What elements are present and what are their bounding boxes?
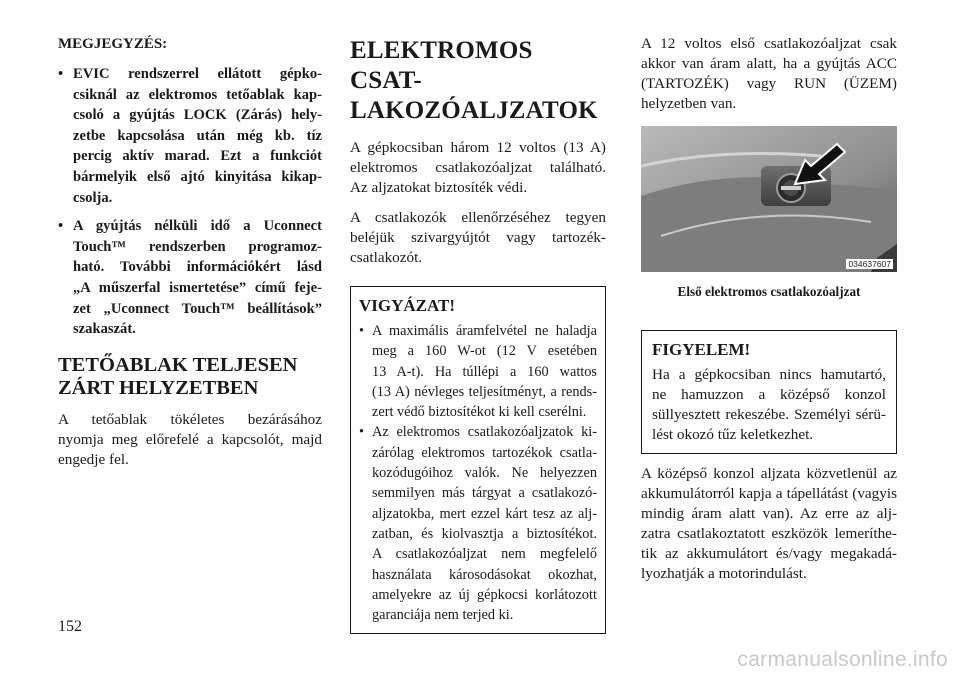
section-heading-outlets [350, 36, 606, 126]
notice-title: FIGYELEM! [652, 340, 751, 359]
paragraph-line: A csatlakozók ellenőrzéséhez tegyen [350, 209, 606, 226]
warning-line: Az elektromos csatlakozóaljzatok ki- [372, 424, 597, 441]
bullet-dot: • [359, 424, 365, 441]
heading-line: TETŐABLAK TELJESEN [58, 353, 298, 376]
note-line: „A műszerfal ismertetése” című feje- [73, 279, 322, 296]
paragraph-line: beléjük szivargyújtót vagy tartozék- [350, 229, 606, 246]
middle-column [350, 34, 606, 634]
section-heading-sunroof [58, 354, 322, 400]
warning-line: garanciája nem terjed ki. [372, 607, 514, 624]
console-outlet-paragraph [641, 464, 897, 584]
paragraph-line: A 12 voltos első csatlakozóaljzat csak [641, 35, 897, 52]
warning-line: használata károsodásokat okozhat, [372, 566, 597, 583]
note-line: Touch™ rendszerben programoz- [73, 238, 322, 255]
paragraph-line: Az aljzatokat biztosíték védi. [350, 179, 528, 196]
note-line: percig aktív marad. Ezt a funkciót [73, 148, 322, 165]
paragraph-line: engedje fel. [58, 450, 129, 468]
sunroof-paragraph [58, 410, 322, 470]
note-line: csoló a gyújtás LOCK (Zárás) hely- [73, 107, 322, 124]
note-line: zet „Uconnect Touch™ beállítások” [73, 300, 322, 317]
warning-line: kozódugóihoz valók. Ne helyezzen [372, 465, 597, 482]
bullet-dot: • [359, 323, 365, 339]
heading-line: LAKOZÓALJZATOK [350, 97, 598, 124]
note-line: szakaszát. [73, 321, 136, 338]
warning-line: 13 A-t). Ha túllépi a 160 wattos [372, 363, 597, 380]
notice-line: süllyesztett rekeszébe. Személyi sérü- [652, 406, 886, 423]
warning-bullet-1 [359, 321, 597, 422]
page-number: 152 [58, 618, 82, 635]
outlets-paragraph-2 [350, 208, 606, 268]
warning-line: semmilyen más tárgyat a csatlakozó- [372, 485, 597, 502]
warning-line: aljzatokba, mert ezzel kárt tesz az alj- [372, 505, 597, 522]
image-code: 034637607 [848, 259, 891, 269]
note-line: bármelyik első ajtó kinyitása kikap- [73, 168, 322, 185]
notice-text [652, 365, 886, 445]
heading-line: ZÁRT HELYZETBEN [58, 376, 259, 399]
note-bullet-2 [58, 216, 322, 340]
right-column [641, 34, 897, 584]
paragraph-line: A középső konzol aljzata közvetlenül az [641, 465, 897, 482]
note-line: ható. További információkért lásd [73, 259, 322, 276]
paragraph-line: mindig áram alatt van). Az erre az alj- [641, 505, 897, 522]
warning-title: VIGYÁZAT! [359, 296, 456, 315]
note-line: csolja. [73, 189, 113, 206]
warning-line: amelyekre az új gépkocsi korlátozott [372, 586, 597, 603]
warning-line: (13 A) névleges teljesítményt, a rends- [372, 383, 597, 400]
paragraph-line: nyomja meg előrefelé a kapcsolót, majd [58, 430, 322, 448]
paragraph-line: (TARTOZÉK) vagy RUN (ÜZEM) [641, 75, 897, 92]
paragraph-line: A tetőablak tökéletes bezárásához [58, 410, 322, 428]
note-line: A gyújtás nélküli idő a Uconnect [73, 218, 322, 235]
note-title: MEGJEGYZÉS: [58, 36, 168, 52]
heading-line: ELEKTROMOS CSAT- [350, 37, 533, 94]
watermark: carmanualsonline.info [737, 648, 948, 671]
warning-line: zert védő biztosítékot ki kell cserélni. [372, 404, 587, 421]
paragraph-line: zatra csatlakoztatott eszközök lemeríthe- [641, 525, 897, 542]
warning-line: A maximális áramfelvétel ne haladja [372, 323, 597, 339]
paragraph-line: helyzetben van. [641, 95, 737, 112]
note-line: EVIC rendszerrel ellátott gépko- [73, 66, 322, 82]
paragraph-line: A gépkocsiban három 12 voltos (13 A) [350, 139, 606, 156]
warning-bullet-2 [359, 422, 597, 625]
note-bullet-1 [58, 64, 322, 208]
left-column [58, 34, 322, 470]
notice-box [641, 330, 897, 454]
paragraph-line: elektromos csatlakozóaljzat található. [350, 159, 606, 176]
paragraph-line: akkor van áram alatt, ha a gyújtás ACC [641, 55, 897, 72]
notice-line: lést okozó tűz keletkezhet. [652, 426, 814, 443]
warning-line: zárólag elektromos tartozékok csatla- [372, 444, 597, 461]
outlets-paragraph-1 [350, 138, 606, 198]
paragraph-line: csatlakozót. [350, 249, 423, 266]
warning-line: A csatlakozóaljzat nem megfelelő [372, 546, 597, 563]
warning-line: zatban, és kiolvasztja a biztosítékot. [372, 525, 597, 542]
note-line: csiknál az elektromos tetőablak kap- [73, 86, 322, 103]
note-line: zetbe kapcsolása után még kb. tíz [73, 127, 322, 144]
warning-box [350, 286, 606, 634]
paragraph-line: akkumulátorról kapja a tápellátást (vagyis [641, 485, 897, 502]
paragraph-line: lyozhatják a motorindulást. [641, 565, 807, 582]
arrow-icon [791, 140, 851, 190]
photo-caption: Első elektromos csatlakozóaljzat [677, 284, 861, 299]
bullet-dot: • [58, 66, 64, 82]
outlet-photo-illustration [641, 126, 897, 272]
bullet-dot: • [58, 218, 64, 235]
notice-line: Ha a gépkocsiban nincs hamutartó, [652, 366, 886, 383]
front-outlet-photo [641, 126, 897, 272]
paragraph-line: tik az akkumulátort és/vagy megakadá- [641, 545, 897, 562]
front-outlet-paragraph [641, 34, 897, 114]
notice-line: ne hamuzzon a középső konzol [652, 386, 886, 403]
warning-line: meg a 160 W-ot (12 V esetében [372, 343, 597, 360]
